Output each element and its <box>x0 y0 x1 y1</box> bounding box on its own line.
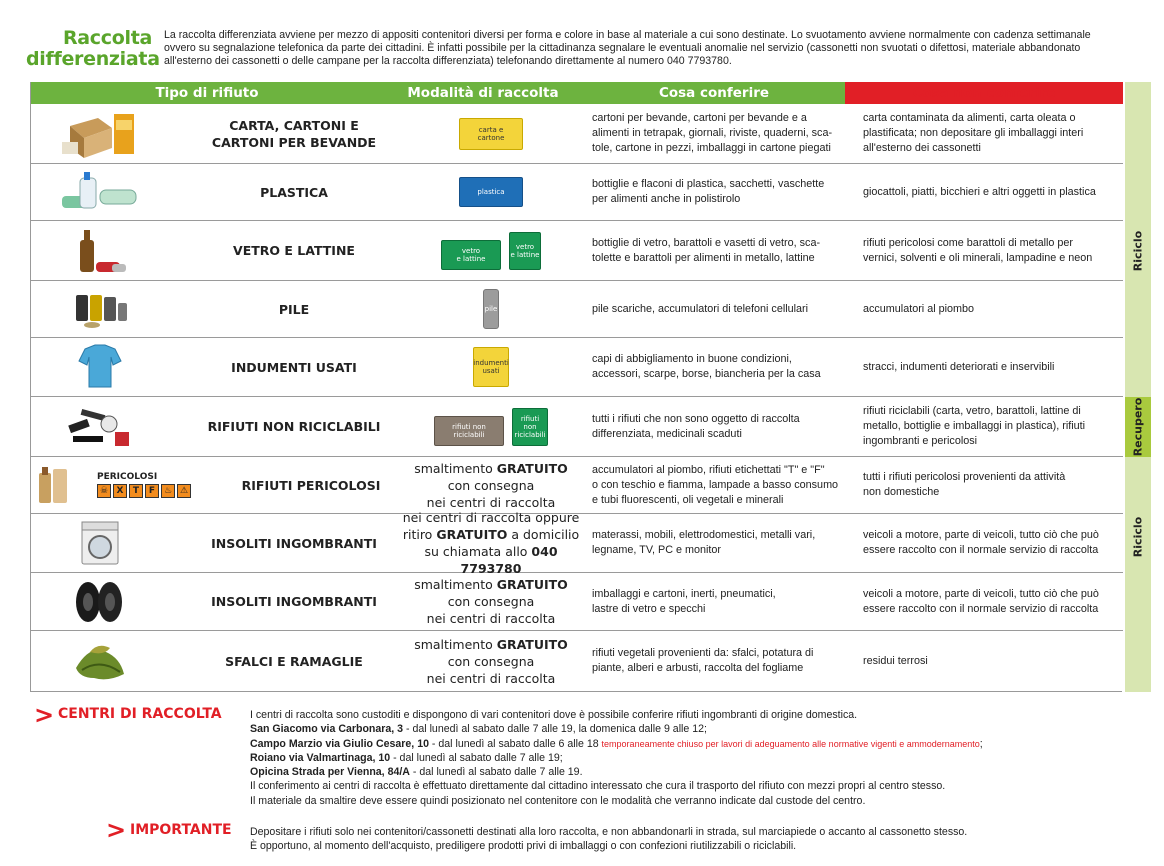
bin-indumenti <box>393 338 589 396</box>
table-row <box>31 631 1123 691</box>
cosa-conferire: tutti i rifiuti che non sono oggetto di raccolta differenziata, medicinali scaduti <box>592 412 800 440</box>
cosa-non-conferire: tutti i rifiuti pericolosi provenienti da attività non domestiche <box>863 471 1066 498</box>
table-row <box>31 457 1123 514</box>
row-name: INSOLITI INGOMBRANTI <box>211 535 377 551</box>
paper-cardboard-icon <box>35 104 165 163</box>
cosa-conferire: capi di abbigliamento in buone condizioni, accessori, scarpe, borse, biancheria per la casa <box>592 353 821 380</box>
washing-machine-icon <box>35 514 165 572</box>
bin-non-riciclabili <box>393 397 589 456</box>
cosa-non-conferire: rifiuti pericolosi come barattoli di metallo per vernici, solventi e oli minerali, lampadine e neon <box>863 236 1093 264</box>
intro-line: all'esterno dei cassonetti o delle campane per la raccolta differenziata) telefonando direttamente al numero 040 7793780. <box>164 55 732 67</box>
cosa-non-conferire: veicoli a motore, parte di veicoli, tutto ciò che può essere raccolto con il normale servizio di raccolta <box>863 529 1099 556</box>
cosa-non-conferire: residui terrosi <box>863 654 928 667</box>
header-non-conferire: Cosa non conferire <box>845 82 1123 104</box>
bin-pile <box>393 281 589 337</box>
indumenti-bin-icon: indumenti usati <box>473 347 509 387</box>
hazard-symbol-icon: X <box>113 484 127 498</box>
modalita-raccolta: smaltimento GRATUITO con consegna nei centri di raccolta <box>414 636 568 686</box>
table-row <box>31 164 1123 221</box>
cosa-non-conferire: rifiuti riciclabili (carta, vetro, barattoli, lattine di metallo, bottiglie e imballaggi in plastica), rifiuti ingombranti e pericolosi <box>863 405 1086 447</box>
cosa-non-conferire: accumulatori al piombo <box>863 302 975 315</box>
chevron-right-icon: > <box>106 816 127 844</box>
table-row <box>31 573 1123 631</box>
title-line-1: Raccolta <box>62 27 152 49</box>
mixed-waste-icon <box>35 397 165 456</box>
leaves-icon <box>35 631 165 691</box>
batteries-icon <box>35 281 165 337</box>
header-modalita: Modalità di raccolta <box>383 82 583 104</box>
hazard-symbol-icon: T <box>129 484 143 498</box>
row-name: PILE <box>278 301 310 317</box>
cosa-conferire: pile scariche, accumulatori di telefoni cellulari <box>592 302 809 315</box>
pile-bin-icon: pile <box>483 289 499 329</box>
carta-bin-icon: carta e cartone <box>459 118 523 150</box>
centri-title: CENTRI DI RACCOLTA <box>58 706 222 722</box>
cosa-conferire: bottiglie di vetro, barattoli e vasetti di vetro, sca- tolette e barattoli per alimenti in metallo, lattine <box>592 236 821 264</box>
glass-cans-icon <box>35 221 165 280</box>
intro-line: ovvero su segnalazione telefonica da parte dei cittadini. È infatti possibile per la cittadinanza segnalare le eventuali anomalie nel servizio (cassonetti non svuotati o difettosi, materiale abbandonato <box>164 42 1081 54</box>
bin-plastica <box>393 164 589 220</box>
row-name: VETRO E LATTINE <box>233 243 355 258</box>
modalita-raccolta: smaltimento GRATUITO con consegna nei centri di raccolta <box>414 577 568 626</box>
row-name: RIFIUTI NON RICICLABILI <box>207 419 381 434</box>
plastica-bin-icon: plastica <box>459 177 523 207</box>
header-tipo: Tipo di rifiuto <box>31 82 383 104</box>
table-row <box>31 510 1123 576</box>
cosa-non-conferire: stracci, indumenti deteriorati e inservibili <box>863 360 1055 373</box>
cosa-non-conferire: veicoli a motore, parte di veicoli, tutto ciò che può essere raccolto con il normale servizio di raccolta <box>863 587 1099 615</box>
cosa-conferire: accumulatori al piombo, rifiuti etichettati "T" e "F" o con teschio e fiamma, lampade a basso consumo e tubi fluorescenti, oli vegetali e minerali <box>592 463 839 506</box>
page-title <box>26 27 160 70</box>
side-recupero <box>1125 397 1151 457</box>
cosa-conferire: materassi, mobili, elettrodomestici, metalli vari, legname, TV, PC e monitor <box>592 529 816 556</box>
centri-text: I centri di raccolta sono custoditi e dispongono di vari contenitori dove è possibile conferire rifiuti ingombranti di origine domestica. San Giacomo via Carbonara, 3 - dal lunedì al sabato dalle 7 alle 19, la domenica dalle 9 alle 12; Campo Marzio via Giulio Cesare, 10 - dal lunedì al sabato dalle 6 alle 18 temporaneamente chiuso per lavori di adeguamento alle normative vigenti e ammodernamento; Roiano via Valmartinaga, 10 - dal lunedì al sabato dalle 7 alle 19; Opicina Strada per Vienna, 84/A - dal lunedì al sabato dalle 7 alle 19. Il conferimento ai centri di raccolta è effettuato direttamente dal cittadino interessato che cura il trasporto del rifiuto con mezzi propri al centro stesso. Il materiale da smaltire deve essere quindi posizionato nel contenitore con le modalità che verranno indicate dal custode del centro. <box>250 709 983 807</box>
bin-vetro <box>393 221 589 280</box>
cosa-conferire: bottiglie e flaconi di plastica, sacchetti, vaschette per alimenti anche in polistirolo <box>592 178 825 205</box>
indifferenziato-bin-icon: rifiuti non riciclabili <box>434 416 504 446</box>
row-name: SFALCI E RAMAGLIE <box>225 653 363 669</box>
cosa-conferire: cartoni per bevande, cartoni per bevande e a alimenti in tetrapak, giornali, riviste, quaderni, sca- tole, cartone in pezzi, imballaggi in cartone piegati <box>592 112 833 154</box>
table-row <box>31 281 1123 338</box>
cosa-conferire: imballaggi e cartoni, inerti, pneumatici, lastre di vetro e specchi <box>592 587 776 615</box>
plastic-bottles-icon <box>35 164 165 220</box>
cosa-non-conferire: carta contaminata da alimenti, carta oleata o plastificata; non depositare gli imballaggi interi all'esterno dei cassonetti <box>863 112 1084 154</box>
modalita-raccolta: smaltimento GRATUITO con consegna nei centri di raccolta <box>414 460 568 510</box>
tires-icon <box>35 573 165 630</box>
clothes-icon <box>35 338 165 396</box>
side-label: Riciclo <box>1131 230 1145 271</box>
table-row <box>31 338 1123 397</box>
row-name: PLASTICA <box>260 184 328 200</box>
cosa-conferire: rifiuti vegetali provenienti da: sfalci, potatura di piante, alberi e arbusti, raccolta del fogliame <box>592 647 814 674</box>
side-label: Recupero <box>1131 397 1145 457</box>
header-conferire: Cosa conferire <box>583 82 845 104</box>
waste-table <box>30 82 1145 692</box>
side-riciclo-bottom <box>1125 457 1151 692</box>
side-riciclo-top <box>1125 82 1151 419</box>
modalita-raccolta: nei centri di raccolta oppure ritiro GRATUITO a domicilio su chiamata allo 040 7793780 <box>402 510 580 576</box>
hazard-symbols: PERICOLOSI ☠ X T F ♨ ⚠ <box>97 472 191 498</box>
cosa-non-conferire: giocattoli, piatti, bicchieri e altri oggetti in plastica <box>863 185 1096 198</box>
indifferenziato-bin-icon: rifiuti non riciclabili <box>512 408 548 446</box>
hazard-symbol-icon: F <box>145 484 159 498</box>
intro-line: La raccolta differenziata avviene per mezzo di appositi contenitori diversi per forma e colore in base al materiale a cui sono destinate. Lo svuotamento avviene normalmente con cadenza settimanale <box>164 29 1091 41</box>
hazardous-waste-icon <box>35 457 215 513</box>
table-row <box>31 221 1123 281</box>
table-header <box>31 82 1123 104</box>
importante-title: IMPORTANTE <box>130 822 232 838</box>
row-name: INDUMENTI USATI <box>231 359 357 375</box>
chevron-right-icon: > <box>34 701 55 729</box>
row-name: RIFIUTI PERICOLOSI <box>241 477 381 493</box>
hazard-symbol-icon: ☠ <box>97 484 111 498</box>
row-name: INSOLITI INGOMBRANTI <box>211 594 377 609</box>
title-line-2: differenziata <box>26 48 160 70</box>
bin-carta <box>393 104 589 163</box>
side-label: Riciclo <box>1131 516 1145 558</box>
intro-text <box>164 29 1139 68</box>
vetro-bell-icon: vetro e lattine <box>509 232 541 270</box>
hazard-symbol-icon: ⚠ <box>177 484 191 498</box>
hazard-symbol-icon: ♨ <box>161 484 175 498</box>
row-name: CARTA, CARTONI E CARTONI PER BEVANDE <box>211 117 377 150</box>
vetro-bin-icon: vetro e lattine <box>441 240 501 270</box>
importante-text: Depositare i rifiuti solo nei contenitori/cassonetti destinati alla loro raccolta, e non abbandonarli in strada, sul marciapiede o accanto al cassonetto stesso. È opportuno, al momento dell'acquisto, prediligere prodotti privi di imballaggi o con confezioni riutilizzabili o riciclabili. <box>250 826 968 853</box>
table-row <box>31 104 1123 164</box>
table-row <box>31 397 1123 457</box>
